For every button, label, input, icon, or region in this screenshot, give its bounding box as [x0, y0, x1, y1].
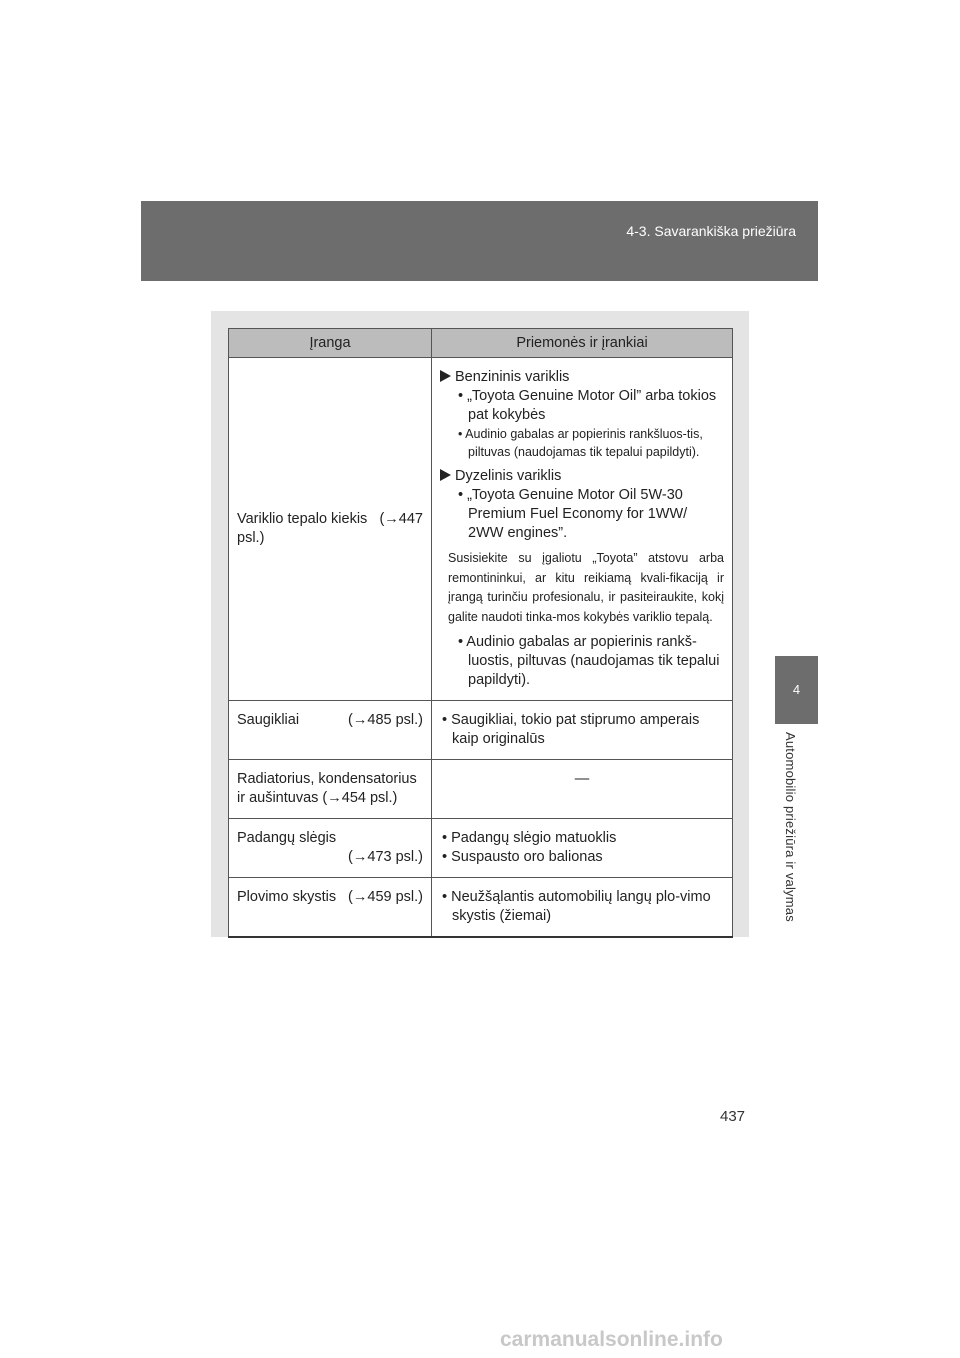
- col-header-equipment: Įranga: [229, 329, 432, 358]
- tools-cell: [432, 760, 733, 819]
- triangle-bullet-icon: [440, 370, 451, 382]
- list-item: • Audinio gabalas ar popierinis rankš-luostis, piltuvas (naudojamas tik tepalui papildyti).: [458, 634, 720, 688]
- tools-cell: [432, 819, 733, 878]
- col-header-tools: Priemonės ir įrankiai: [432, 329, 733, 358]
- table-row: [229, 358, 733, 701]
- tools-cell: [432, 878, 733, 938]
- page-ref-link[interactable]: (→447: [379, 511, 423, 527]
- page-ref-link[interactable]: (→473 psl.): [348, 849, 423, 865]
- page-ref-suffix: psl.): [237, 530, 265, 546]
- page-number: 437: [720, 1108, 746, 1125]
- item-label: Radiatorius, kondensatorius: [237, 771, 417, 787]
- item-cell: [229, 760, 432, 819]
- triangle-bullet-icon: [440, 469, 451, 481]
- item-cell: [229, 358, 432, 701]
- item-label: Padangų slėgis: [237, 830, 337, 846]
- list-item: • „Toyota Genuine Motor Oil 5W-30 Premium Fuel Economy for 1WW/ 2WW engines”.: [458, 487, 688, 541]
- item-label: Plovimo skystis: [237, 889, 337, 905]
- item-cell: [229, 878, 432, 938]
- item-cell: [229, 819, 432, 878]
- chapter-title: Automobilio priežiūra ir valymas: [783, 732, 798, 922]
- list-item: • Saugikliai, tokio pat stiprumo amperais kaip originalūs: [442, 712, 700, 747]
- table-header-row: [229, 329, 733, 358]
- table-row: [229, 878, 733, 938]
- diesel-heading: Dyzelinis variklis: [455, 468, 562, 484]
- tools-cell: [432, 358, 733, 701]
- list-item: • Padangų slėgio matuoklis: [442, 830, 617, 846]
- table-row: [229, 760, 733, 819]
- empty-dash: —: [574, 771, 590, 787]
- tools-cell: [432, 701, 733, 760]
- diesel-note: Susisiekite su įgaliotu „Toyota” atstovu arba remontininkui, ar kitu reikiamą kvali-fikaciją ir įrangą turinčiu profesionalu, ir pasiteiraukite, kokį galite naudoti tinka-mos kokybės variklio tepalą.: [448, 551, 724, 624]
- gasoline-heading: Benzininis variklis: [455, 369, 570, 385]
- maintenance-table: [228, 328, 733, 938]
- watermark: carmanualsonline.info: [500, 1328, 723, 1351]
- item-label-ref[interactable]: ir aušintuvas (→454 psl.): [237, 790, 398, 806]
- section-header-band: [141, 201, 818, 281]
- table-row: [229, 819, 733, 878]
- page-ref-link[interactable]: (→459 psl.): [348, 889, 423, 905]
- item-cell: [229, 701, 432, 760]
- list-item: • Suspausto oro balionas: [442, 849, 603, 865]
- section-title: 4-3. Savarankiška priežiūra: [626, 223, 796, 239]
- chapter-tab[interactable]: 4: [775, 656, 818, 724]
- item-label: Variklio tepalo kiekis: [237, 511, 368, 527]
- list-item: • „Toyota Genuine Motor Oil” arba tokios pat kokybės: [458, 388, 717, 423]
- table-row: [229, 701, 733, 760]
- list-item: • Neužšąlantis automobilių langų plo-vimo skystis (žiemai): [442, 889, 711, 924]
- list-item: • Audinio gabalas ar popierinis rankšluos-tis, piltuvas (naudojamas tik tepalui papildyti).: [458, 427, 703, 459]
- page-ref-link[interactable]: (→485 psl.): [348, 712, 423, 728]
- item-label: Saugikliai: [237, 712, 300, 728]
